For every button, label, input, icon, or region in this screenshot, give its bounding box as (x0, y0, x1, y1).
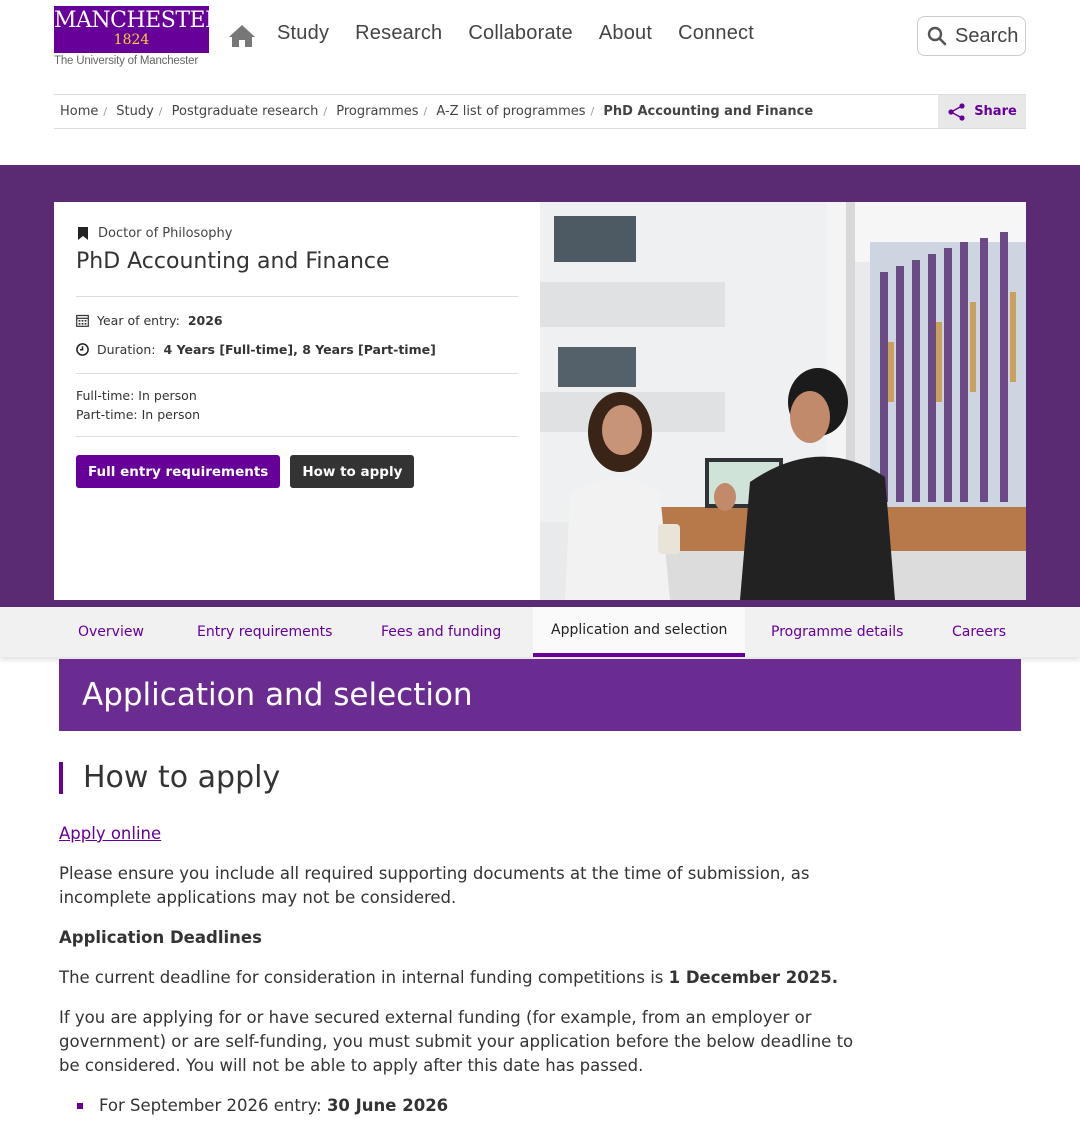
deadline-list (77, 1094, 859, 1118)
breadcrumb-separator: / (423, 105, 428, 118)
hero-actions (76, 455, 518, 488)
duration (76, 342, 518, 357)
year-label: Year of entry: (97, 313, 180, 328)
study-mode (76, 386, 518, 424)
breadcrumb-study[interactable]: Study (116, 104, 154, 119)
logo-year: 1824 (113, 32, 150, 48)
section-tabs (0, 607, 1080, 657)
site-header (0, 0, 1080, 80)
full-entry-requirements-button[interactable]: Full entry requirements (76, 455, 280, 488)
internal-funding-deadline-date: 1 December 2025. (668, 968, 838, 987)
entry-deadline-date: 30 June 2026 (326, 1096, 449, 1115)
tab-programme-details[interactable]: Programme details (771, 624, 904, 640)
tab-fees-and-funding[interactable]: Fees and funding (381, 624, 502, 640)
logo-box (54, 6, 222, 53)
breadcrumb-postgraduate-research[interactable]: Postgraduate research (171, 104, 319, 119)
breadcrumb-programmes[interactable]: Programmes (336, 104, 419, 119)
how-to-apply-heading: How to apply (59, 762, 280, 794)
application-content (59, 822, 859, 1118)
share-label: Share (974, 104, 1017, 119)
deadline-intro: The current deadline for consideration in internal funding competitions is (59, 968, 669, 987)
breadcrumb-separator: / (590, 105, 595, 118)
search-button[interactable] (917, 16, 1026, 56)
hero-photo (540, 202, 1026, 600)
divider (76, 296, 518, 297)
bookmark-icon (78, 227, 88, 240)
year-value: 2026 (187, 313, 223, 328)
tab-application-and-selection[interactable]: Application and selection (533, 607, 745, 657)
apply-online-link[interactable]: Apply online (59, 824, 162, 843)
share-button[interactable] (938, 95, 1026, 128)
list-item (77, 1094, 859, 1118)
entry-label: For September 2026 entry: (99, 1096, 327, 1115)
how-to-apply-button[interactable]: How to apply (290, 455, 414, 488)
home-icon[interactable] (228, 24, 256, 48)
supporting-documents-text: Please ensure you include all required supporting documents at the time of submission, as incomplete applications may not be considered. (59, 864, 810, 907)
degree-type (78, 226, 518, 241)
part-time-mode: Part-time: In person (76, 407, 201, 422)
duration-label: Duration: (97, 342, 156, 357)
main-nav (277, 22, 780, 45)
degree-label: Doctor of Philosophy (98, 226, 233, 241)
programme-summary-card (54, 202, 540, 600)
tab-overview[interactable]: Overview (78, 624, 144, 640)
divider (76, 373, 518, 374)
breadcrumb-separator: / (323, 105, 328, 118)
breadcrumb-separator: / (158, 105, 163, 118)
programme-title: PhD Accounting and Finance (76, 249, 390, 274)
logo-subtitle: The University of Manchester (54, 55, 198, 67)
nav-study[interactable]: Study (277, 22, 330, 44)
application-deadlines-label: Application Deadlines (59, 928, 262, 947)
search-icon (927, 26, 947, 46)
university-logo[interactable] (54, 6, 222, 67)
search-label: Search (955, 24, 1019, 47)
breadcrumb (60, 104, 813, 119)
students-at-laptop-photo (540, 202, 1026, 600)
breadcrumb-separator: / (103, 105, 108, 118)
nav-connect[interactable]: Connect (678, 22, 755, 44)
tab-careers[interactable]: Careers (952, 624, 1007, 640)
calendar-icon (76, 314, 89, 327)
clock-icon (76, 343, 89, 356)
breadcrumb-home[interactable]: Home (60, 104, 99, 119)
full-time-mode: Full-time: In person (76, 388, 197, 403)
breadcrumb-current: PhD Accounting and Finance (603, 104, 814, 119)
divider (76, 436, 518, 437)
duration-value: 4 Years [Full-time], 8 Years [Part-time] (163, 342, 436, 357)
share-icon (947, 102, 967, 122)
year-of-entry (76, 313, 518, 328)
section-banner: Application and selection (59, 659, 1021, 731)
programme-hero (0, 165, 1080, 608)
external-funding-text: If you are applying for or have secured external funding (for example, from an employer or government) or are self-funding, you must submit your application before the below deadline to be considered. You will not be able to apply after this date has passed. (59, 1008, 854, 1075)
nav-research[interactable]: Research (355, 22, 443, 44)
nav-collaborate[interactable]: Collaborate (468, 22, 573, 44)
nav-about[interactable]: About (598, 22, 653, 44)
breadcrumb-bar (54, 94, 1026, 129)
internal-funding-deadline-text (59, 966, 859, 990)
breadcrumb-az-list[interactable]: A-Z list of programmes (436, 104, 586, 119)
tab-entry-requirements[interactable]: Entry requirements (197, 624, 333, 640)
logo-word: MANCHESTER (54, 8, 222, 33)
